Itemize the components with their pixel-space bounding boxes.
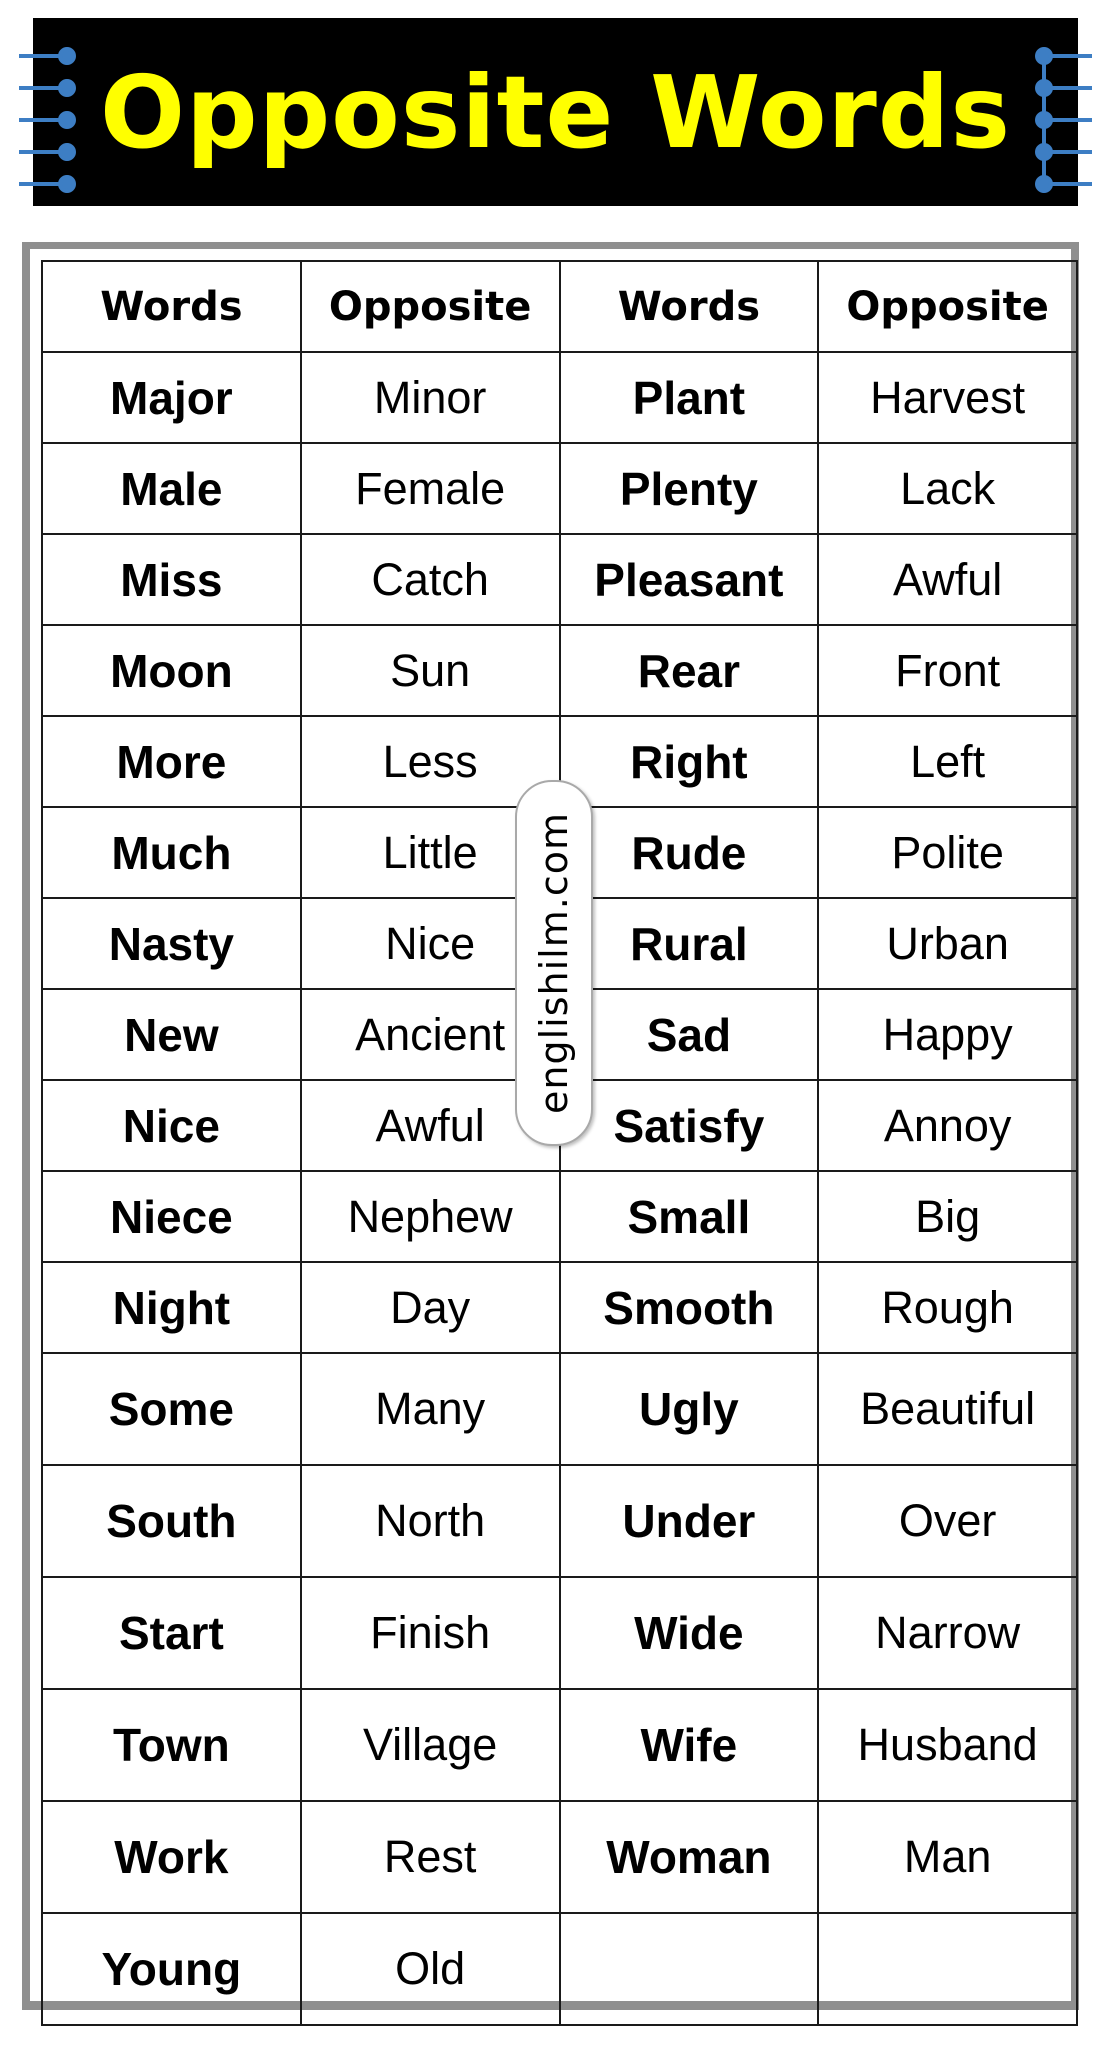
opposite-cell: Narrow [818,1577,1077,1689]
table-row [42,1171,1077,1262]
word-cell: Night [42,1262,301,1353]
word-cell: Rear [560,625,819,716]
opposite-cell: Left [818,716,1077,807]
table-row [42,443,1077,534]
word-cell [560,1913,819,2025]
opposite-cell: Less [301,716,560,807]
opposite-cell: Man [818,1801,1077,1913]
opposite-cell: Awful [301,1080,560,1171]
opposite-cell: Day [301,1262,560,1353]
opposite-cell [818,1913,1077,2025]
word-cell: Under [560,1465,819,1577]
opposite-cell: Female [301,443,560,534]
word-cell: Young [42,1913,301,2025]
word-cell: Woman [560,1801,819,1913]
opposite-cell: Awful [818,534,1077,625]
opposite-cell: Rough [818,1262,1077,1353]
word-cell: Wide [560,1577,819,1689]
opposite-cell: Polite [818,807,1077,898]
word-cell: Start [42,1577,301,1689]
opposite-cell: Little [301,807,560,898]
table-row [42,1689,1077,1801]
page-title: Opposite Words [100,53,1011,171]
word-cell: Much [42,807,301,898]
table-row [42,1913,1077,2025]
word-cell: Rural [560,898,819,989]
word-cell: New [42,989,301,1080]
word-cell: Right [560,716,819,807]
word-cell: Nice [42,1080,301,1171]
word-cell: Ugly [560,1353,819,1465]
table-row [42,1353,1077,1465]
table-row [42,1465,1077,1577]
table-row [42,1801,1077,1913]
opposite-cell: North [301,1465,560,1577]
opposite-cell: Lack [818,443,1077,534]
opposite-cell: Sun [301,625,560,716]
word-cell: Moon [42,625,301,716]
column-header-opposite: Opposite [818,261,1077,352]
opposite-cell: Annoy [818,1080,1077,1171]
opposite-cell: Village [301,1689,560,1801]
opposite-cell: Beautiful [818,1353,1077,1465]
opposite-cell: Old [301,1913,560,2025]
table-row [42,534,1077,625]
word-cell: Niece [42,1171,301,1262]
opposite-cell: Big [818,1171,1077,1262]
opposite-cell: Catch [301,534,560,625]
opposite-cell: Minor [301,352,560,443]
opposite-cell: Rest [301,1801,560,1913]
word-cell: Male [42,443,301,534]
opposite-cell: Finish [301,1577,560,1689]
word-cell: Small [560,1171,819,1262]
opposite-cell: Front [818,625,1077,716]
opposite-cell: Nice [301,898,560,989]
table-row [42,625,1077,716]
word-cell: Satisfy [560,1080,819,1171]
opposite-cell: Happy [818,989,1077,1080]
column-header-opposite: Opposite [301,261,560,352]
opposite-cell: Ancient [301,989,560,1080]
title-banner [33,18,1078,206]
column-header-words: Words [560,261,819,352]
opposite-cell: Over [818,1465,1077,1577]
word-cell: South [42,1465,301,1577]
table-row [42,1262,1077,1353]
opposite-cell: Husband [818,1689,1077,1801]
word-cell: Miss [42,534,301,625]
word-cell: Sad [560,989,819,1080]
word-cell: Nasty [42,898,301,989]
word-cell: Plant [560,352,819,443]
table-row [42,352,1077,443]
column-header-words: Words [42,261,301,352]
opposite-cell: Harvest [818,352,1077,443]
word-cell: Smooth [560,1262,819,1353]
opposite-cell: Many [301,1353,560,1465]
table-header-row [42,261,1077,352]
opposite-cell: Urban [818,898,1077,989]
watermark-badge [515,780,593,1146]
word-cell: Wife [560,1689,819,1801]
binding-rings-right-icon [1026,46,1096,196]
word-cell: More [42,716,301,807]
word-cell: Town [42,1689,301,1801]
word-cell: Plenty [560,443,819,534]
word-cell: Rude [560,807,819,898]
table-row [42,1577,1077,1689]
word-cell: Major [42,352,301,443]
word-cell: Work [42,1801,301,1913]
word-cell: Some [42,1353,301,1465]
watermark-text: englishilm.com [532,812,576,1114]
word-cell: Pleasant [560,534,819,625]
opposite-cell: Nephew [301,1171,560,1262]
